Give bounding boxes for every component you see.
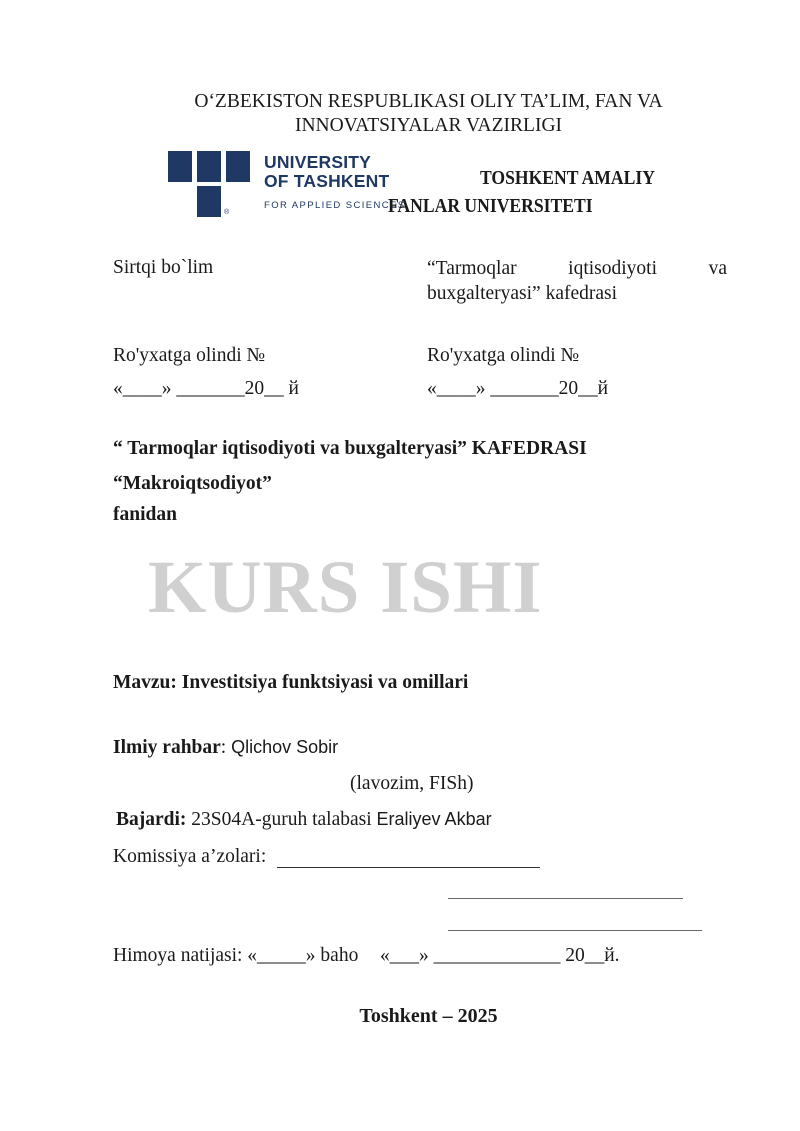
defense-result-left: Himoya natijasi: «_____» baho — [113, 945, 359, 966]
logo-square-icon — [197, 186, 221, 217]
supervisor-label: Ilmiy rahbar — [113, 737, 221, 758]
kafedra-line-2: “Makroiqtsodiyot” — [113, 473, 272, 494]
topic-line: Mavzu: Investitsiya funktsiyasi va omillari — [113, 672, 469, 693]
ministry-header — [60, 90, 797, 138]
ministry-line-1: O‘ZBEKISTON RESPUBLIKASI OLIY TA’LIM, FAN VA — [194, 91, 663, 112]
logo-wordmark-line-2: OF TASHKENT — [264, 171, 390, 191]
logo-square-icon — [168, 151, 192, 182]
logo-tagline: FOR APPLIED SCIENCES — [264, 200, 406, 211]
supervisor-name: Qlichov Sobir — [231, 737, 339, 757]
student-line — [116, 808, 492, 831]
student-group: 23S04A-guruh talabasi — [186, 809, 377, 830]
university-name-line-1: TOSHKENT AMALIY — [480, 167, 655, 189]
commission-label: Komissiya a’zolari: — [113, 846, 267, 867]
kafedra-line-3: fanidan — [113, 504, 177, 525]
ministry-line-2: INNOVATSIYALAR VAZIRLIGI — [294, 115, 563, 136]
logo-square-icon — [197, 151, 221, 182]
registration-right-label: Ro'yxatga olindi № — [427, 345, 580, 366]
supervisor-separator: : — [220, 737, 232, 758]
city-year-line: Toshkent – 2025 — [359, 1005, 498, 1027]
registered-trademark-icon: ® — [224, 209, 230, 216]
kafedra-line-1: “ Tarmoqlar iqtisodiyoti va buxgalteryasi” KAFEDRASI — [113, 438, 587, 459]
signature-line-2 — [448, 915, 702, 931]
department-label: “Tarmoqlar iqtisodiyoti va buxgalteryasi” kafedrasi — [427, 258, 727, 304]
commission-signature-line — [277, 849, 540, 868]
student-name: Eraliyev Akbar — [376, 809, 492, 829]
university-name-line-2: FANLAR UNIVERSITETI — [388, 195, 593, 217]
registration-right-date-blank: «____» _______20__й — [427, 378, 609, 399]
registration-left-label: Ro'yxatga olindi № — [113, 345, 266, 366]
defense-result-right: «___» _____________ 20__й. — [380, 945, 620, 966]
signature-line-1 — [448, 883, 683, 899]
registration-left-date-blank: «____» _______20__ й — [113, 378, 299, 399]
position-note: (lavozim, FISh) — [350, 773, 474, 794]
course-work-title: KURS ISHI — [148, 546, 543, 629]
university-logo — [168, 151, 406, 221]
division-label: Sirtqi bo`lim — [113, 257, 214, 278]
student-label: Bajardi: — [116, 809, 187, 830]
supervisor-line — [113, 736, 338, 759]
logo-square-icon — [226, 151, 250, 182]
logo-wordmark — [264, 153, 406, 211]
logo-wordmark-line-1: UNIVERSITY — [264, 152, 372, 172]
